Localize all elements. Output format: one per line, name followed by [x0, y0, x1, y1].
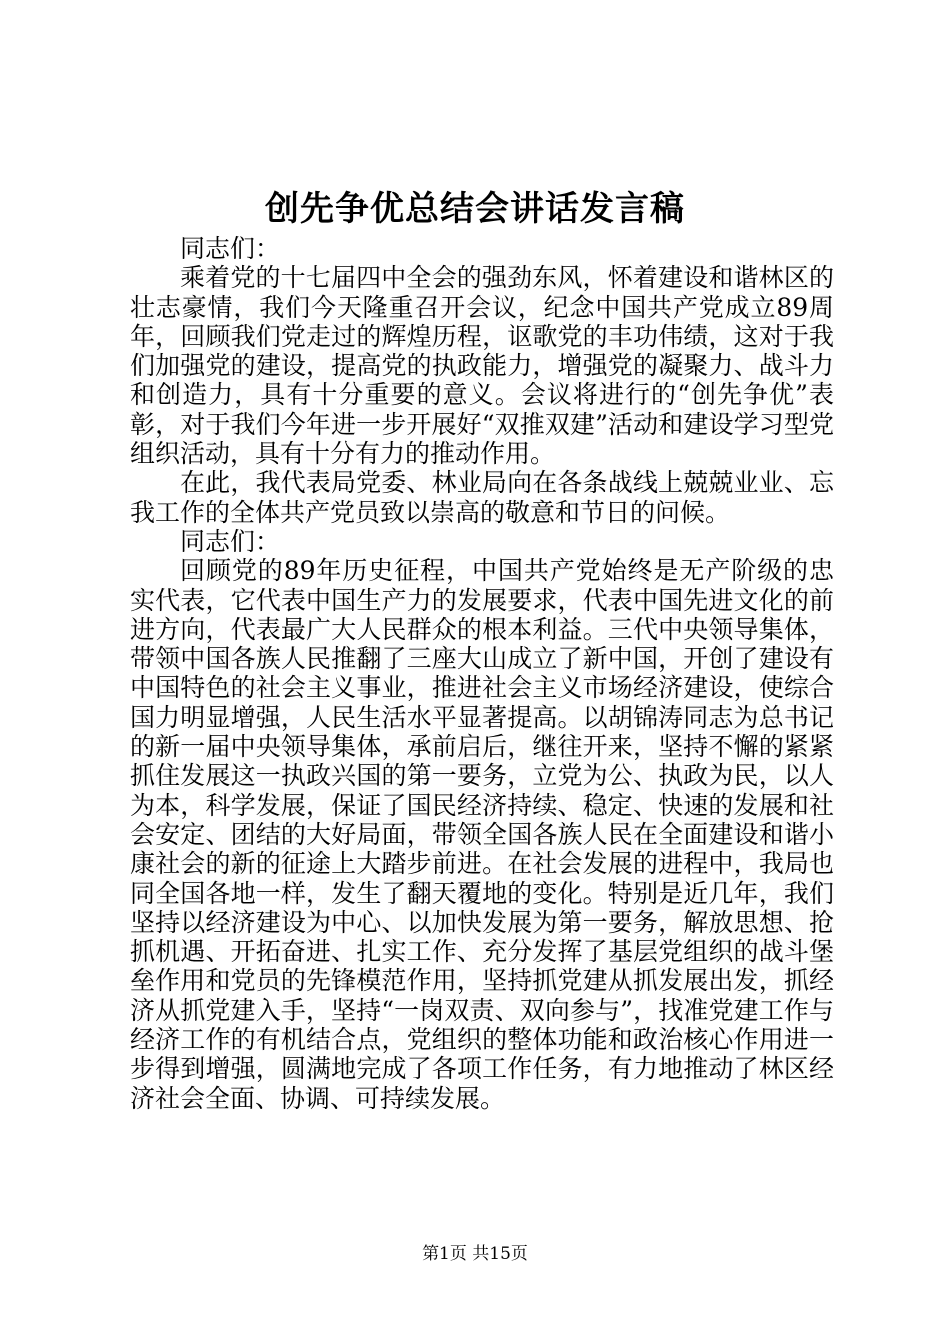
- page-number-footer: 第1页 共15页: [422, 1244, 528, 1264]
- document-title: 创先争优总结会讲话发言稿: [265, 189, 685, 229]
- body-paragraph: 在此，我代表局党委、林业局向在各条战线上兢兢业业、忘我工作的全体共产党员致以崇高的敬意和节日的问候。: [130, 468, 834, 527]
- salutation: 同志们：: [180, 234, 281, 263]
- body-paragraph: 乘着党的十七届四中全会的强劲东风，怀着建设和谐林区的壮志豪情，我们今天隆重召开会议，纪念中国共产党成立89周年，回顾我们党走过的辉煌历程，讴歌党的丰功伟绩，这对于我们加强党的建设，提高党的执政能力，增强党的凝聚力、战斗力和创造力，具有十分重要的意义。会议将进行的“创先争优”表彰，对于我们今年进一步开展好“双推双建”活动和建设学习型党组织活动，具有十分有力的推动作用。: [130, 263, 834, 469]
- body-paragraph: 回顾党的89年历史征程，中国共产党始终是无产阶级的忠实代表，它代表中国生产力的发展要求，代表中国先进文化的前进方向，代表最广大人民群众的根本利益。三代中央领导集体，带领中国各族人民推翻了三座大山成立了新中国，开创了建设有中国特色的社会主义事业，推进社会主义市场经济建设，使综合国力明显增强，人民生活水平显著提高。以胡锦涛同志为总书记的新一届中央领导集体，承前启后，继往开来，坚持不懈的紧紧抓住发展这一执政兴国的第一要务，立党为公、执政为民，以人为本，科学发展，保证了国民经济持续、稳定、快速的发展和社会安定、团结的大好局面，带领全国各族人民在全面建设和谐小康社会的新的征途上大踏步前进。在社会发展的进程中，我局也同全国各地一样，发生了翻天覆地的变化。特别是近几年，我们坚持以经济建设为中心、以加快发展为第一要务，解放思想、抢抓机遇、开拓奋进、扎实工作、充分发挥了基层党组织的战斗堡垒作用和党员的先锋模范作用，坚持抓党建从抓发展出发，抓经济从抓党建入手，坚持“一岗双责、双向参与”，找准党建工作与经济工作的有机结合点，党组织的整体功能和政治核心作用进一步得到增强，圆满地完成了各项工作任务，有力地推动了林区经济社会全面、协调、可持续发展。: [130, 556, 834, 1113]
- document-body: [130, 234, 834, 1113]
- salutation: 同志们：: [180, 526, 281, 556]
